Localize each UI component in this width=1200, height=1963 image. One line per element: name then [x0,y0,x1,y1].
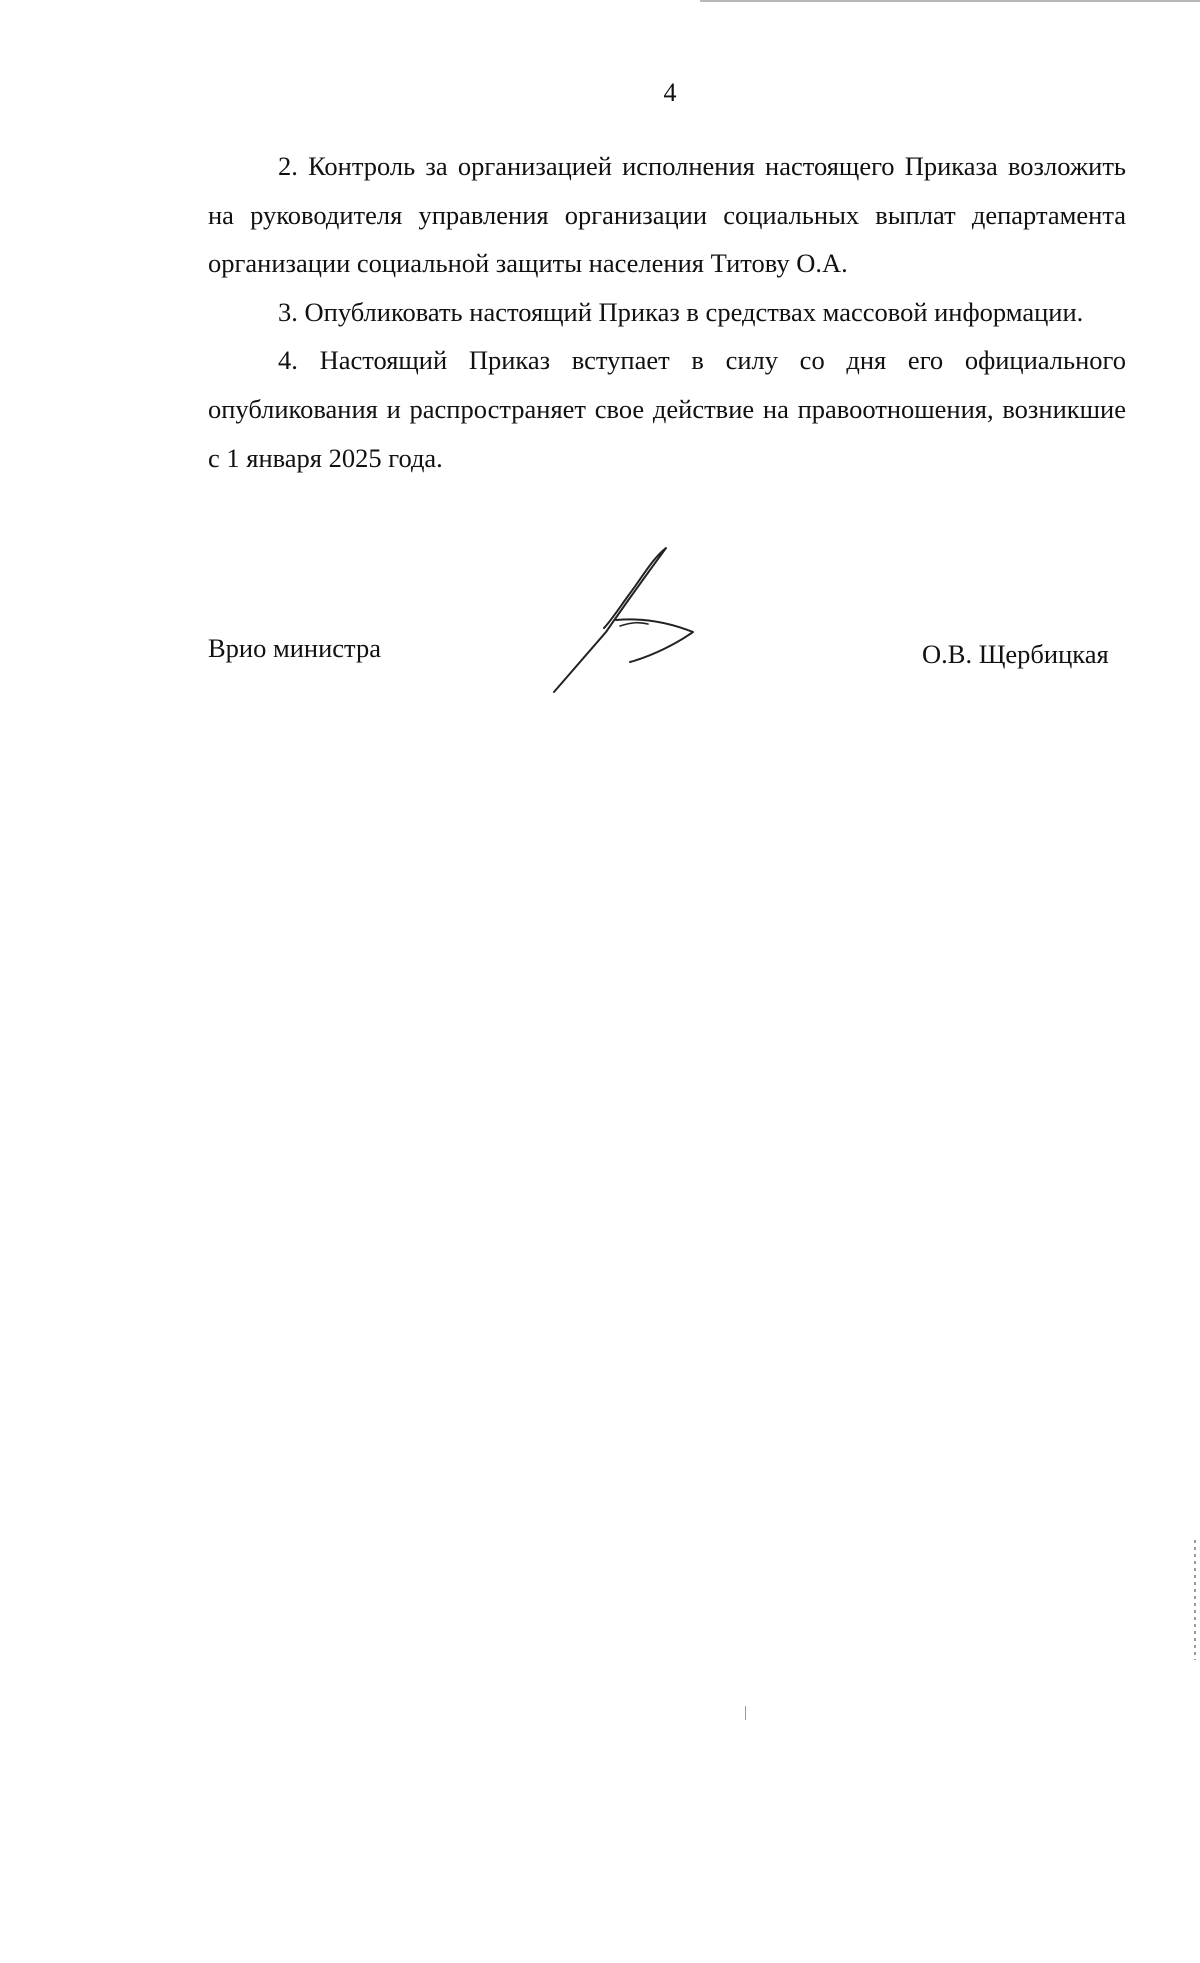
scan-edge-mark [1194,1540,1196,1660]
top-edge-line [700,0,1200,2]
paragraph-3: 3. Опубликовать настоящий Приказ в средствах массовой информации. [278,296,1084,327]
handwritten-signature [548,540,728,700]
signatory-title: Врио министра [208,633,381,663]
paragraph-2: 2. Контроль за организацией исполнения настоящего Приказа возложить на руководителя управления организации социальных выплат департамента организации социальной защиты населения Титову О.А. [208,151,1126,279]
paragraph-4: 4. Настоящий Приказ вступает в силу со дня его официального опубликования и распространяет свое действие на правоотношения, возникшие с 1 января 2025 года. [208,345,1126,473]
document-body [208,142,1126,482]
page-number: 4 [663,78,677,107]
signatory-name: О.В. Щербицкая [922,639,1109,669]
scan-speck [745,1706,746,1720]
